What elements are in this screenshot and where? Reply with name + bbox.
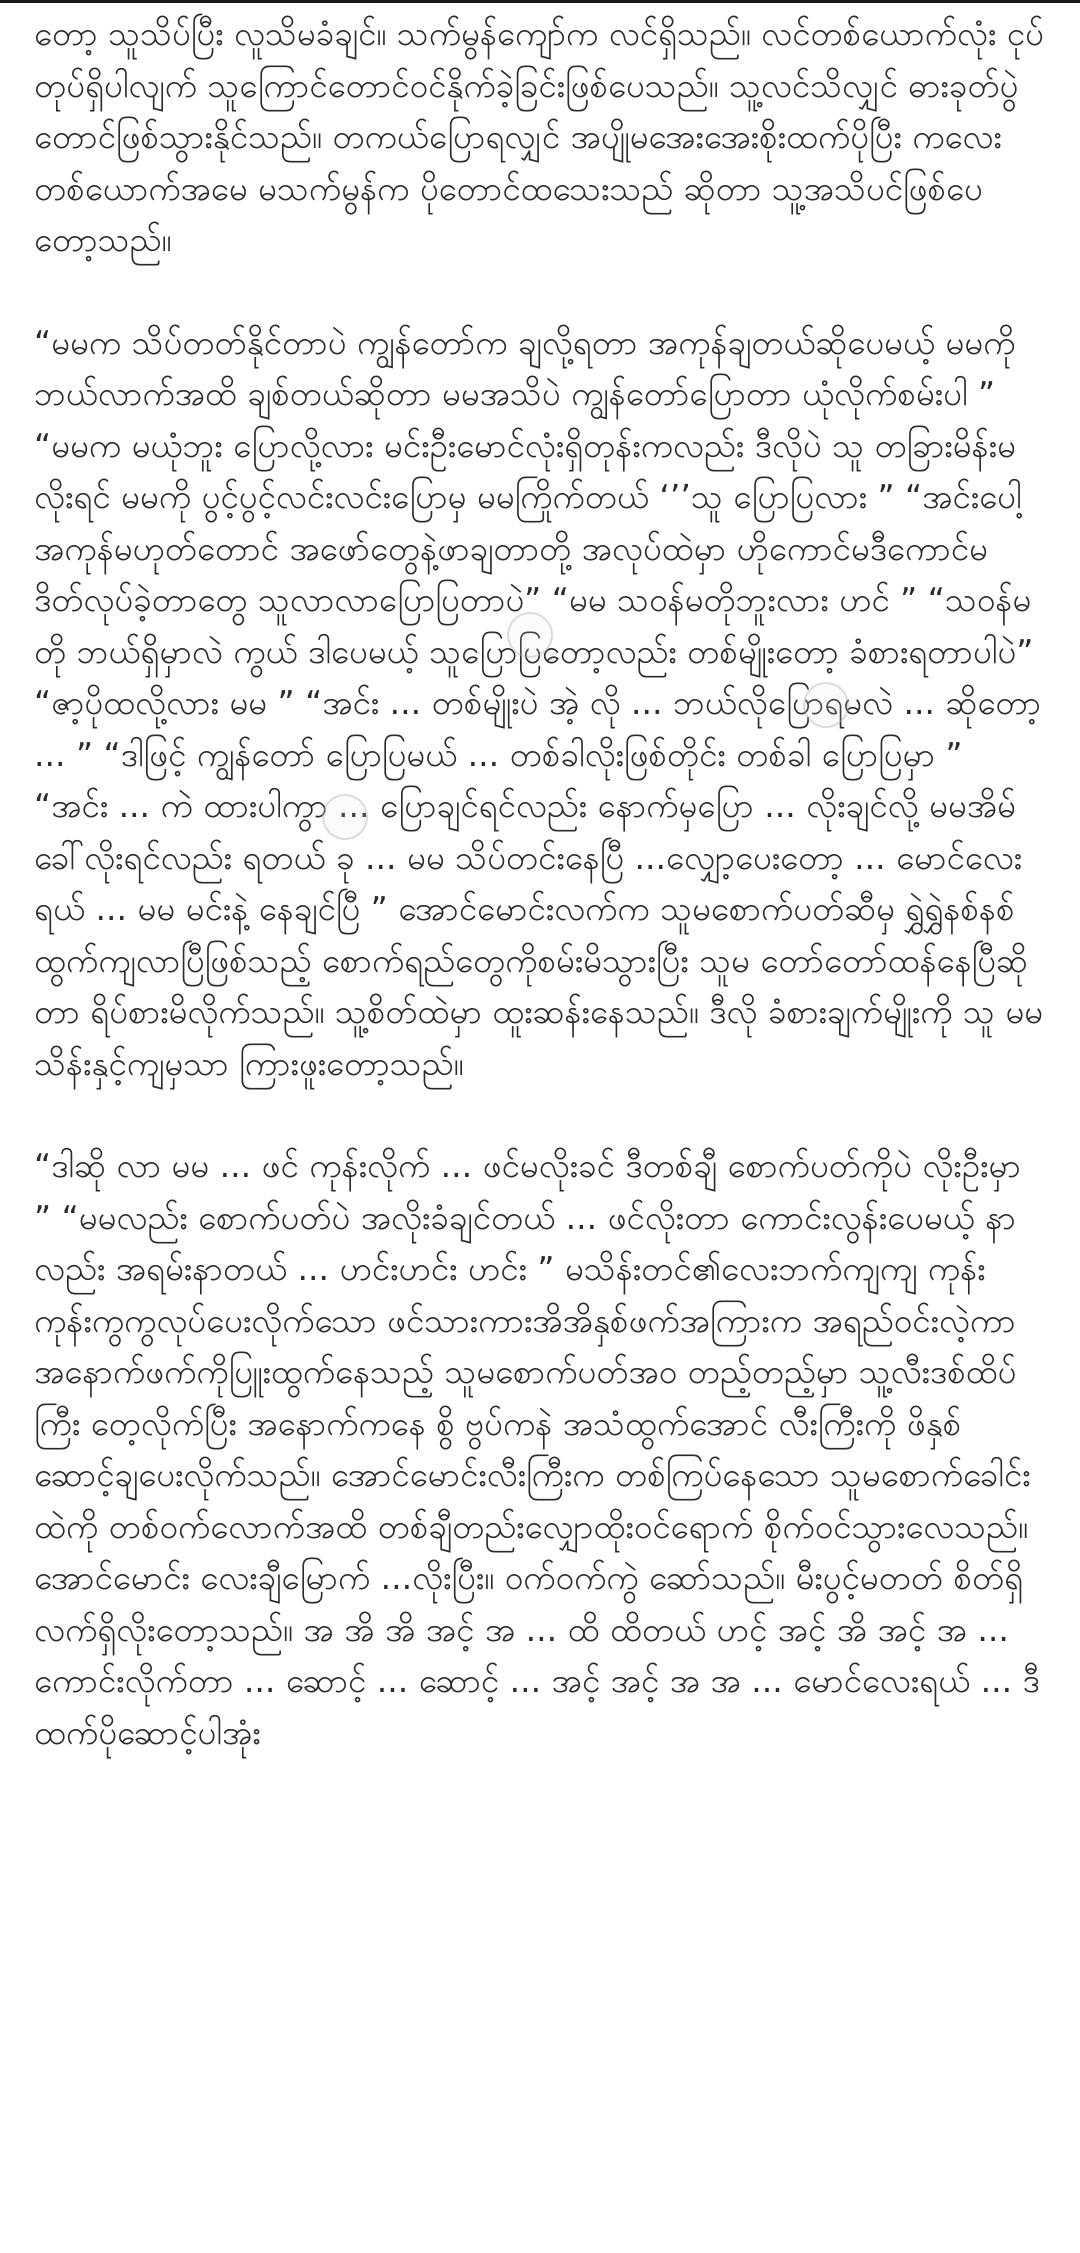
touch-ripple	[322, 794, 368, 840]
article-paragraph-1: တော့ သူသိပ်ပြီး လူသိမခံချင်။ သက်မွန်ကျော်က လင်ရှိသည်။ လင်တစ်ယောက်လုံး ငုပ်တုပ်ရှိပါလျက် သူကြောင်တောင်ဝင်နိုက်ခဲ့ခြင်းဖြစ်ပေသည်။ သူ့လင်သိလျှင် ဓားခုတ်ပွဲတောင်ဖြစ်သွားနိုင်သည်။ တကယ်ပြောရလျှင် အပျိုမအေးအေးစိုးထက်ပိုပြီး ကလေးတစ်ယောက်အမေ မသက်မွန်က ပိုတောင်ထသေးသည် ဆိုတာ သူ့အသိပင်ဖြစ်ပေတော့သည်။	[34, 14, 1044, 259]
touch-ripple	[803, 682, 849, 728]
article-paragraph-2: “မမက သိပ်တတ်နိုင်တာပဲ ကျွန်တော်က ချလို့ရတာ အကုန်ချတယ်ဆိုပေမယ့် မမကို ဘယ်လာက်အထိ ချစ်တယ်ဆိုတာ မမအသိပဲ ကျွန်တော်ပြောတာ ယုံလိုက်စမ်းပါ ” “မမက မယုံဘူး ပြောလို့လား မင်းဦးမောင်လုံးရှိတုန်းကလည်း ဒီလိုပဲ သူ တခြားမိန်းမလိုးရင် မမကို ပွင့်ပွင့်လင်းလင်းပြောမှ မမကြိုက်တယ် ‘’’သူ ပြောပြလား ” “အင်းပေါ့ အကုန်မဟုတ်တောင် အဖော်တွေနဲ့ဖာချတာတို့ အလုပ်ထဲမှာ ဟိုကောင်မဒီကောင်မ ဒိတ်လုပ်ခဲ့တာတွေ သူလာလာပြောပြတာပဲ” “မမ သဝန်မတိုဘူးလား ဟင် ” “သဝန်မတို ဘယ်ရှိမှာလဲ ကွယ် ဒါပေမယ့် သူပြောပြတော့လည်း တစ်မျိုးတော့ ခံစားရတာပါပဲ” “ဇာ့ပိုထလို့လား မမ ” “အင်း ... တစ်မျိုးပဲ အဲ့ လို ... ဘယ်လိုပြောရမလဲ ... ဆိုတော့ ... ” “ဒါဖြင့် ကျွန်တော် ပြောပြမယ် ... တစ်ခါလိုးဖြစ်တိုင်း တစ်ခါ ပြောပြမှာ ” “အင်း ... ကဲ ထားပါကွာ ... ပြောချင်ရင်လည်း နောက်မှပြော ... လိုးချင်လို့ မမအိမ်ခေါ်လိုးရင်လည်း ရတယ် ခု ... မမ သိပ်တင်းနေပြီ ...လျှော့ပေးတော့ ... မောင်လေးရယ် ... မမ မင်းနဲ့ နေချင်ပြီ ” အောင်မောင်းလက်က သူမစောက်ပတ်ဆီမှ ရွှဲရွှဲနစ်နစ်ထွက်ကျလာပြီဖြစ်သည့် စောက်ရည်တွေကိုစမ်းမိသွားပြီး သူမ တော်တော်ထန်နေပြီဆိုတာ ရိပ်စားမိလိုက်သည်။ သူ့စိတ်ထဲမှာ ထူးဆန်းနေသည်။ ဒီလို ခံစားချက်မျိုးကို သူ မမသိန်းနှင့်ကျမှသာ ကြားဖူးတော့သည်။	[34, 322, 1044, 1083]
article-paragraph-3: “ဒါဆို လာ မမ ... ဖင် ကုန်းလိုက် ... ဖင်မလိုးခင် ဒီတစ်ချီ စောက်ပတ်ကိုပဲ လိုးဦးမှာ ” “မမလည်း စောက်ပတ်ပဲ အလိုးခံချင်တယ် ... ဖင်လိုးတာ ကောင်းလွန်းပေမယ့် နာလည်း အရမ်းနာတယ် ... ဟင်းဟင်း ဟင်း ” မသိန်းတင်၏လေးဘက်ကျကျ ကုန်းကုန်းကွကွလုပ်ပေးလိုက်သော ဖင်သားကားအိအိနှစ်ဖက်အကြားက အရည်ဝင်းလဲ့ကာ အနောက်ဖက်ကိုပြူးထွက်နေသည့် သူမစောက်ပတ်အဝ တည့်တည့်မှာ သူ့လီးဒစ်ထိပ်ကြီး တေ့လိုက်ပြီး အနောက်ကနေ စွိ ဗွပ်ကနဲ အသံထွက်အောင် လီးကြီးကို ဖိနှစ်ဆောင့်ချပေးလိုက်သည်။ အောင်မောင်းလီးကြီးက တစ်ကြပ်နေသော သူမစောက်ခေါင်းထဲကို တစ်ဝက်လောက်အထိ တစ်ချီတည်းလျှောထိုးဝင်ရောက် စိုက်ဝင်သွားလေသည်။ အောင်မောင်း လေးချီမြောက် ...လိုးပြီး။ ဝက်ဝက်ကွဲ ဆော်သည်။ မီးပွင့်မတတ် စိတ်ရှိလက်ရှိလိုးတော့သည်။ အ အိ အိ အင့် အ ... ထိ ထိတယ် ဟင့် အင့် အိ အင့် အ ... ကောင်းလိုက်တာ ... ဆောင့် ... ဆောင့် ... အင့် အင့် အ အ ... မောင်လေးရယ် ... ဒီထက်ပိုဆောင့်ပါအုံး	[34, 1146, 1040, 1752]
touch-ripple	[507, 612, 553, 658]
top-divider	[0, 0, 1080, 3]
article-body	[34, 8, 1046, 1809]
